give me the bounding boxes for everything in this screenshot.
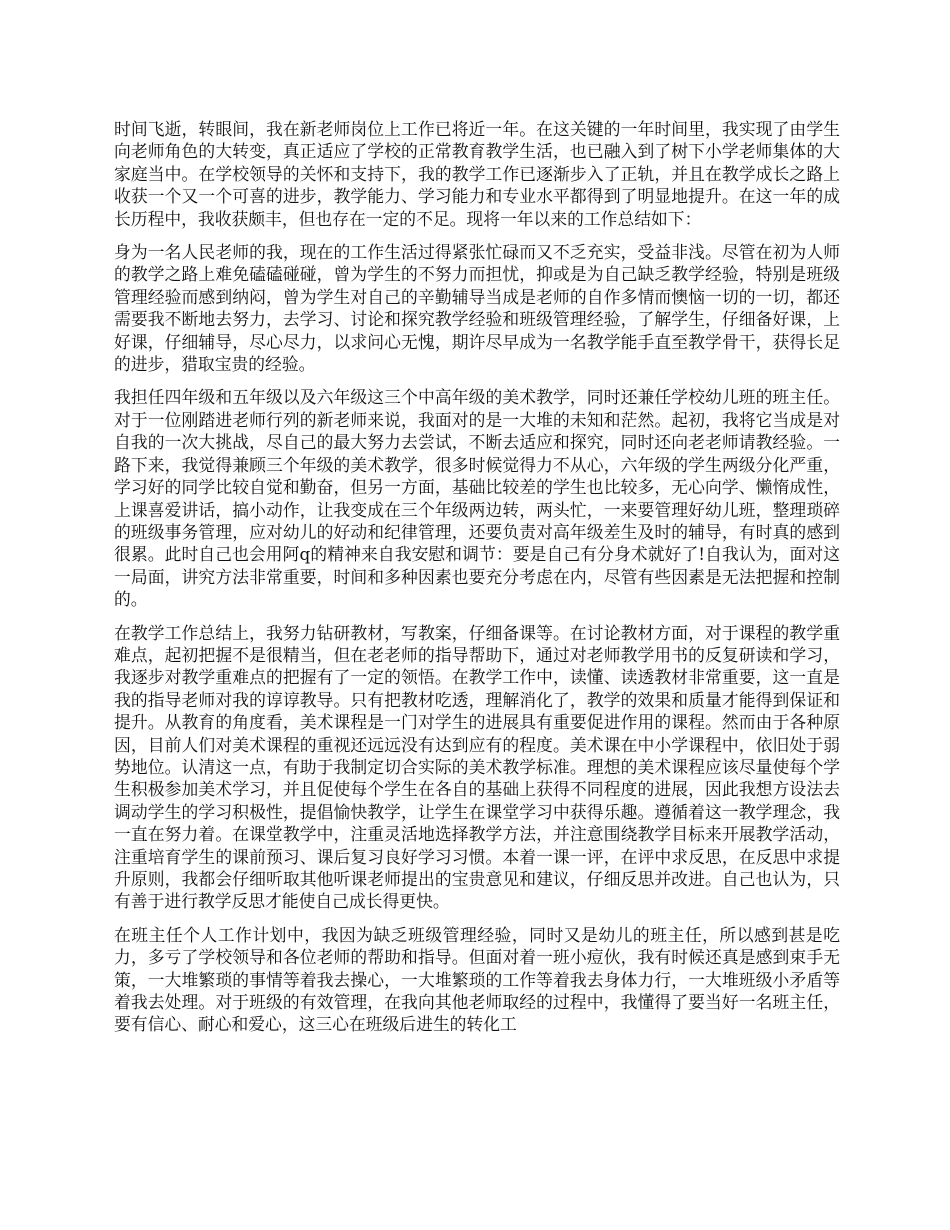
paragraph-reflection: 身为一名人民老师的我，现在的工作生活过得紧张忙碌而又不乏充实，受益非浅。尽管在初为人师的教学之路上难免磕磕碰碰，曾为学生的不努力而担忧，抑或是为自己缺乏教学经验，特别是班级管理经验而感到纳闷，曾为学生对自己的辛勤辅导当成是老师的自作多情而懊恼一切的一切，都还需要我不断地去努力，去学习、讨论和探究教学经验和班级管理经验，了解学生，仔细备好课，上好课，仔细辅导，尽心尽力，以求问心无愧，期许尽早成为一名教学能手直至教学骨干，获得长足的进步，猎取宝贵的经验。 bbox=[114, 242, 840, 375]
paragraph-teaching-duties: 我担任四年级和五年级以及六年级这三个中高年级的美术教学，同时还兼任学校幼儿班的班主任。对于一位刚踏进老师行列的新老师来说，我面对的是一大堆的未知和茫然。起初，我将它当成是对自我的一次大挑战，尽自己的最大努力去尝试，不断去适应和探究，同时还向老老师请教经验。一路下来，我觉得兼顾三个年级的美术教学，很多时候觉得力不从心，六年级的学生两级分化严重，学习好的同学比较自觉和勤奋，但另一方面，基础比较差的学生也比较多，无心向学、懒惰成性，上课喜爱讲话，搞小动作，让我变成在三个年级两边转，两头忙，一来要管理好幼儿班，整理琐碎的班级事务管理，应对幼儿的好动和纪律管理，还要负责对高年级差生及时的辅导，有时真的感到很累。此时自己也会用阿q的精神来自我安慰和调节：要是自己有分身术就好了!自我认为，面对这一局面，讲究方法非常重要，时间和多种因素也要充分考虑在内，尽管有些因素是无法把握和控制的。 bbox=[114, 387, 840, 610]
paragraph-intro: 时间飞逝，转眼间，我在新老师岗位上工作已将近一年。在这关键的一年时间里，我实现了由学生向老师角色的大转变，真正适应了学校的正常教育教学生活，也已融入到了树下小学老师集体的大家庭当中。在学校领导的关怀和支持下，我的教学工作已逐渐步入了正轨，并且在教学成长之路上收获一个又一个可喜的进步，教学能力、学习能力和专业水平都得到了明显地提升。在这一年的成长历程中，我收获颇丰，但也存在一定的不足。现将一年以来的工作总结如下： bbox=[114, 119, 840, 229]
document-body bbox=[114, 118, 840, 1047]
paragraph-class-teacher: 在班主任个人工作计划中，我因为缺乏班级管理经验，同时又是幼儿的班主任，所以感到甚是吃力，多亏了学校领导和各位老师的帮助和指导。但面对着一班小痘伙，我有时候还真是感到束手无策，一大堆繁琐的事情等着我去操心，一大堆繁琐的工作等着我去身体力行，一大堆班级小矛盾等着我去处理。对于班级的有效管理，在我向其他老师取经的过程中，我懂得了要当好一名班主任，要有信心、耐心和爱心，这三心在班级后进生的转化工 bbox=[114, 924, 840, 1035]
paragraph-teaching-work: 在教学工作总结上，我努力钻研教材，写教案，仔细备课等。在讨论教材方面，对于课程的教学重难点，起初把握不是很精当，但在老老师的指导帮助下，通过对老师教学用书的反复研读和学习，我逐步对教学重难点的把握有了一定的领悟。在教学工作中，读懂、读透教材非常重要，这一直是我的指导老师对我的谆谆教导。只有把教材吃透，理解消化了，教学的效果和质量才能得到保证和提升。从教育的角度看，美术课程是一门对学生的进展具有重要促进作用的课程。然而由于各种原因，目前人们对美术课程的重视还远远没有达到应有的程度。美术课在中小学课程中，依旧处于弱势地位。认清这一点，有助于我制定切合实际的美术教学标准。理想的美术课程应该尽量使每个学生积极参加美术学习，并且促使每个学生在各自的基础上获得不同程度的进展，因此我想方设法去调动学生的学习积极性，提倡愉快教学，让学生在课堂学习中获得乐趣。遵循着这一教学理念，我一直在努力着。在课堂教学中，注重灵活地选择教学方法，并注意围绕教学目标来开展教学活动，注重培育学生的课前预习、课后复习良好学习习惯。本着一课一评，在评中求反思，在反思中求提升原则，我都会仔细听取其他听课老师提出的宝贵意见和建议，仔细反思并改进。自己也认为，只有善于进行教学反思才能使自己成长得更快。 bbox=[114, 622, 840, 912]
